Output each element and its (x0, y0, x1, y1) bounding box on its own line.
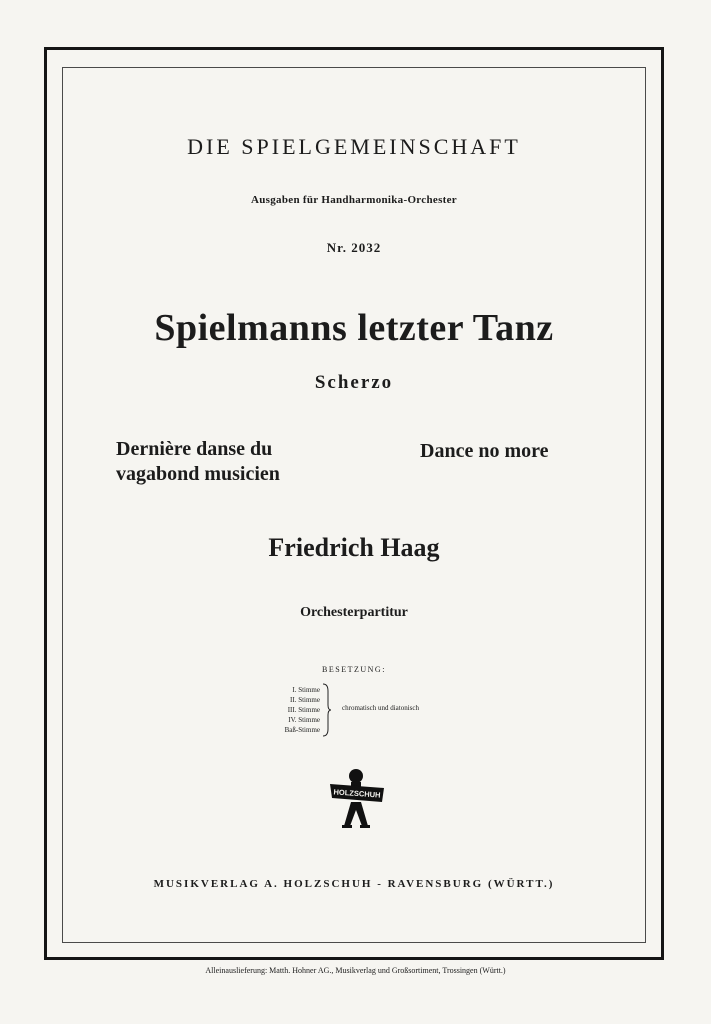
english-title: Dance no more (420, 440, 549, 462)
edition-number: Nr. 2032 (326, 240, 382, 255)
logo-text: HOLZSCHUH (333, 787, 381, 800)
publisher-line: MUSIKVERLAG A. HOLZSCHUH - RAVENSBURG (WÜRTT.) (153, 878, 555, 890)
work-title: Spielmanns letzter Tanz (154, 307, 554, 349)
instrumentation-heading: BESETZUNG: (322, 665, 386, 674)
french-title (116, 437, 280, 487)
accordion-player-logo-icon (326, 768, 388, 830)
instrumentation-note: chromatisch und diatonisch (342, 704, 419, 712)
distribution-line: Alleinauslieferung: Matth. Hohner AG., Musikverlag und Großsortiment, Trossingen (Württ.) (205, 966, 506, 975)
part-item: II. Stimme (290, 696, 320, 704)
series-subtitle: Ausgaben für Handharmonika-Orchester (251, 194, 457, 206)
composer-name: Friedrich Haag (268, 533, 440, 562)
french-title-line-1: Dernière danse du (116, 438, 273, 460)
brace-icon (322, 683, 332, 737)
instrumentation-parts (250, 685, 320, 735)
french-title-line-2: vagabond musicien (116, 463, 280, 485)
edition-type: Orchesterpartitur (300, 605, 408, 620)
part-item: IV. Stimme (288, 716, 320, 724)
part-item: III. Stimme (287, 706, 320, 714)
work-genre: Scherzo (314, 372, 394, 393)
part-item: I. Stimme (292, 686, 320, 694)
series-title: DIE SPIELGEMEINSCHAFT (187, 134, 521, 159)
part-item: Baß-Stimme (284, 726, 320, 734)
